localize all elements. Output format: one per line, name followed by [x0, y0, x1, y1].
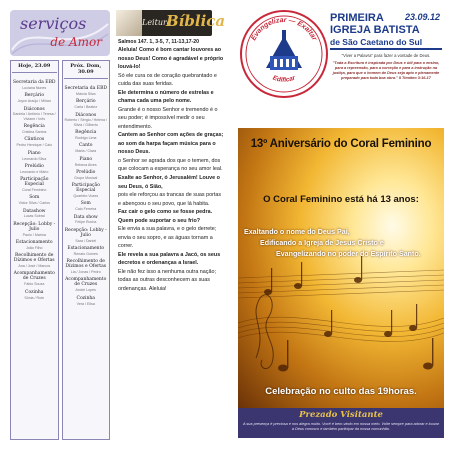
schedule-role: Piano — [27, 150, 41, 156]
leitura-biblica-panel — [116, 10, 226, 442]
church-name-primeira: PRIMEIRA — [330, 12, 384, 24]
schedule-role: Cozinha — [76, 295, 95, 301]
schedule-role: Diáconos — [23, 106, 45, 112]
servicos-title: serviços — [20, 14, 87, 33]
scripture-verse: Grande é o nosso Senhor e tremendo é o seu poder; é impossível medir o seu entendimento. — [118, 106, 218, 130]
schedule-names: Pedro Henrique / Caio — [16, 143, 53, 148]
schedule-names: Fábio Souza — [24, 282, 45, 287]
schedule-names: João Filho — [25, 245, 43, 250]
church-masthead — [238, 10, 444, 105]
church-motto: "Viver a Palavra" para fazer a vontade de Deus. — [341, 53, 431, 58]
schedule-role: Acompanhamento de Cruzes — [13, 271, 55, 282]
scripture-verse: pois ele reforçou as trancas de suas portas e abençoou o seu povo, que lá habita. — [118, 192, 222, 207]
banner-word-biblica: Bíblica — [166, 12, 226, 30]
masthead-verse: "Toda a Escritura é inspirada por Deus e útil para o ensino, para a repreensão, para a correção e para a instrução na justiça, para que o homem de Deus seja apto e plenamente preparado para toda boa obra." II Timóteo 3:16-17 — [332, 61, 440, 81]
open-book-icon — [116, 10, 142, 36]
schedule-column-header: Hoje, 23.09 — [12, 63, 57, 73]
schedule-names: Paulo / Marina — [22, 232, 46, 237]
schedule-role: Recepção: Lobby - Julio — [64, 227, 107, 238]
poster-line-evangelizando: Evangelizando no poder do Espírito Santo. — [276, 250, 421, 258]
church-city: de São Caetano do Sul — [330, 37, 423, 47]
schedule-names: Cristina Santos — [22, 130, 47, 134]
schedule-role: Participação Especial — [71, 183, 100, 193]
schedule-role: Som — [29, 195, 40, 201]
church-building-icon — [242, 12, 326, 96]
schedule-names: Sônia / Rute — [24, 295, 45, 300]
scripture-verse: Só ele cura os de coração quebrantado e cuida das suas feridas. — [118, 72, 217, 88]
poster-line-exaltando: Exaltando o nome do Deus Pai, — [244, 228, 350, 236]
schedule-names: Roberto / Sérgio / Helena / Silvia / Gilberto — [64, 118, 108, 127]
schedule-names: Felipe Rocha — [75, 220, 97, 225]
scripture-verse: Ele determina o número de estrelas e chama cada uma pelo nome. — [118, 89, 214, 105]
schedule-column-header: Próx. Dom, 30.09 — [64, 63, 109, 79]
scripture-verse: Ele envia a sua palavra, e o gelo derrete; envia o seu sopro, e as águas tornam a correr. — [118, 226, 217, 250]
schedule-names: Victor Silva / Carlos — [18, 201, 50, 206]
servicos-subtitle: de Amor — [50, 35, 102, 49]
schedule-names: Leonardo Silva — [22, 156, 47, 161]
servicos-header — [10, 10, 110, 56]
schedule-role: Canto — [78, 143, 93, 149]
schedule-role: Prelúdio — [24, 163, 44, 169]
scripture-verse: o Senhor se agrada dos que o temem, dos que colocam a esperança no seu amor leal. — [118, 157, 223, 173]
visitor-title: Prezado Visitante — [299, 410, 383, 420]
musical-notes-decoration-icon — [238, 128, 444, 408]
schedule-role: Recolhimento de Dízimos e Ofertas — [13, 253, 55, 264]
schedule-names: Vera / Elisa — [76, 301, 95, 306]
seal-top-text: Evangelizar — Exaltar — [250, 16, 318, 42]
poster-headline: O Coral Feminino está há 13 anos: — [263, 194, 419, 205]
front-page — [238, 10, 444, 442]
schedule-names: Sara / Daniel — [75, 238, 97, 243]
schedule-role: Regência — [23, 124, 45, 130]
schedule-role: Estacionamento — [15, 239, 53, 245]
poster-line-edificando: Edificando a Igreja de Jesus Cristo e — [260, 239, 384, 247]
church-name-igreja-batista: IGREJA BATISTA — [330, 24, 420, 36]
schedule-role: Som — [80, 201, 91, 207]
schedule-role: Cozinha — [25, 289, 44, 295]
schedule-role: Regência — [75, 130, 97, 136]
poster-title: 13º Aniversário do Coral Feminino — [250, 138, 432, 150]
seal-bottom-text: Edificar — [271, 74, 297, 84]
scripture-verse: Ele revela a sua palavra a Jacó, os seus decretos e ordenanças a Israel. — [118, 251, 221, 267]
bulletin-date: 23.09.12 — [404, 12, 440, 22]
schedule-role: Recolhimento de Dízimos e Ofertas — [65, 259, 107, 270]
schedule-names: Daniela / Antônio / Teresa / Viviane / Inês — [12, 112, 56, 121]
schedule-role: Participação Especial — [20, 177, 49, 187]
schedule-names: Quarteto Vozes — [73, 193, 99, 198]
schedule-names: Luciana Nunes — [22, 85, 47, 90]
scripture-verse: Exalte ao Senhor, ó Jerusalém! Louve o seu Deus, ó Sião, — [118, 174, 220, 190]
schedule-names: Coral Feminino — [22, 187, 47, 192]
schedule-role: Secretaria da EBD — [13, 80, 56, 85]
schedule-names: Carla / Beatriz — [74, 105, 98, 110]
poster-celebration: Celebração no culto das 19horas. — [265, 386, 417, 397]
scripture-verse: Aleluia! Como é bom cantar louvores ao nosso Deus! Como é agradável e próprio louvá-lo! — [118, 47, 224, 71]
schedule-column-today — [10, 60, 59, 440]
schedule-role: Berçário — [24, 93, 45, 99]
scripture-verse: Ele não fez isso a nenhuma outra nação; todas as outras desconhecem as suas ordenanças. Aleluia! — [118, 268, 216, 292]
scripture-verse: Faz cair o gelo como se fosse pedra. Quem pode suportar o seu frio? — [118, 209, 213, 224]
visitor-welcome-footer — [238, 408, 444, 438]
schedule-role: Estacionamento — [67, 245, 105, 251]
schedule-role: Diáconos — [75, 112, 97, 118]
schedule-names: Rebeca Alves — [74, 162, 97, 167]
schedule-names: Grupo Musical — [74, 175, 98, 180]
schedule-names: André Lopes — [75, 288, 96, 293]
servicos-schedule — [10, 60, 110, 440]
schedule-role: Prelúdio — [76, 169, 96, 175]
schedule-role: Acompanhamento de Cruzes — [65, 277, 107, 288]
scripture-verse: Cantem ao Senhor com ações de graças; ao som da harpa façam música para o nosso Deus. — [118, 132, 224, 156]
schedule-names: Marta / Clara — [75, 149, 97, 154]
schedule-role: Datashow — [22, 208, 46, 214]
schedule-role: Cânticos — [24, 137, 45, 143]
schedule-role: Recepção: Lobby - Julio — [13, 221, 56, 232]
church-seal-logo — [240, 10, 328, 98]
schedule-names: Lia / Jonas / Pedro — [70, 270, 101, 275]
leitura-biblica-banner — [116, 10, 226, 36]
schedule-role: Berçário — [75, 99, 96, 105]
schedule-names: Márcia Silva — [75, 91, 96, 96]
schedule-names: Leonardo e Mário — [20, 169, 49, 174]
schedule-names: Joyce Araújo / Mirian — [17, 99, 51, 104]
schedule-role: Piano — [79, 156, 93, 162]
masthead-divider — [330, 48, 442, 50]
banner-word-leitura: Leitura — [142, 18, 172, 27]
servicos-de-amor-panel — [10, 10, 110, 442]
schedule-names: Renato Gomes — [73, 251, 98, 256]
schedule-role: Data show — [73, 214, 98, 220]
schedule-names: Caio Ferreira — [75, 207, 97, 212]
schedule-names: Rodrigo Lima — [75, 136, 97, 140]
schedule-names: Lucas Sobral — [23, 214, 45, 219]
scripture-reference: Salmos 147. 1, 3-5, 7, 11-13,17-20 — [118, 39, 200, 45]
visitor-message: A sua presença é preciosa e nos alegra muito. Você é bem-vindo em nossa meio. Volte sempre para adorar e louvar a Deus conosco e também participar da nossa comunhão. — [242, 422, 440, 432]
schedule-names: Ana / José / Marcos — [18, 264, 51, 269]
anniversary-poster — [238, 128, 444, 408]
schedule-column-next-sunday — [62, 60, 111, 440]
scripture-text — [116, 46, 226, 293]
schedule-role: Secretaria da EBD — [64, 86, 107, 91]
